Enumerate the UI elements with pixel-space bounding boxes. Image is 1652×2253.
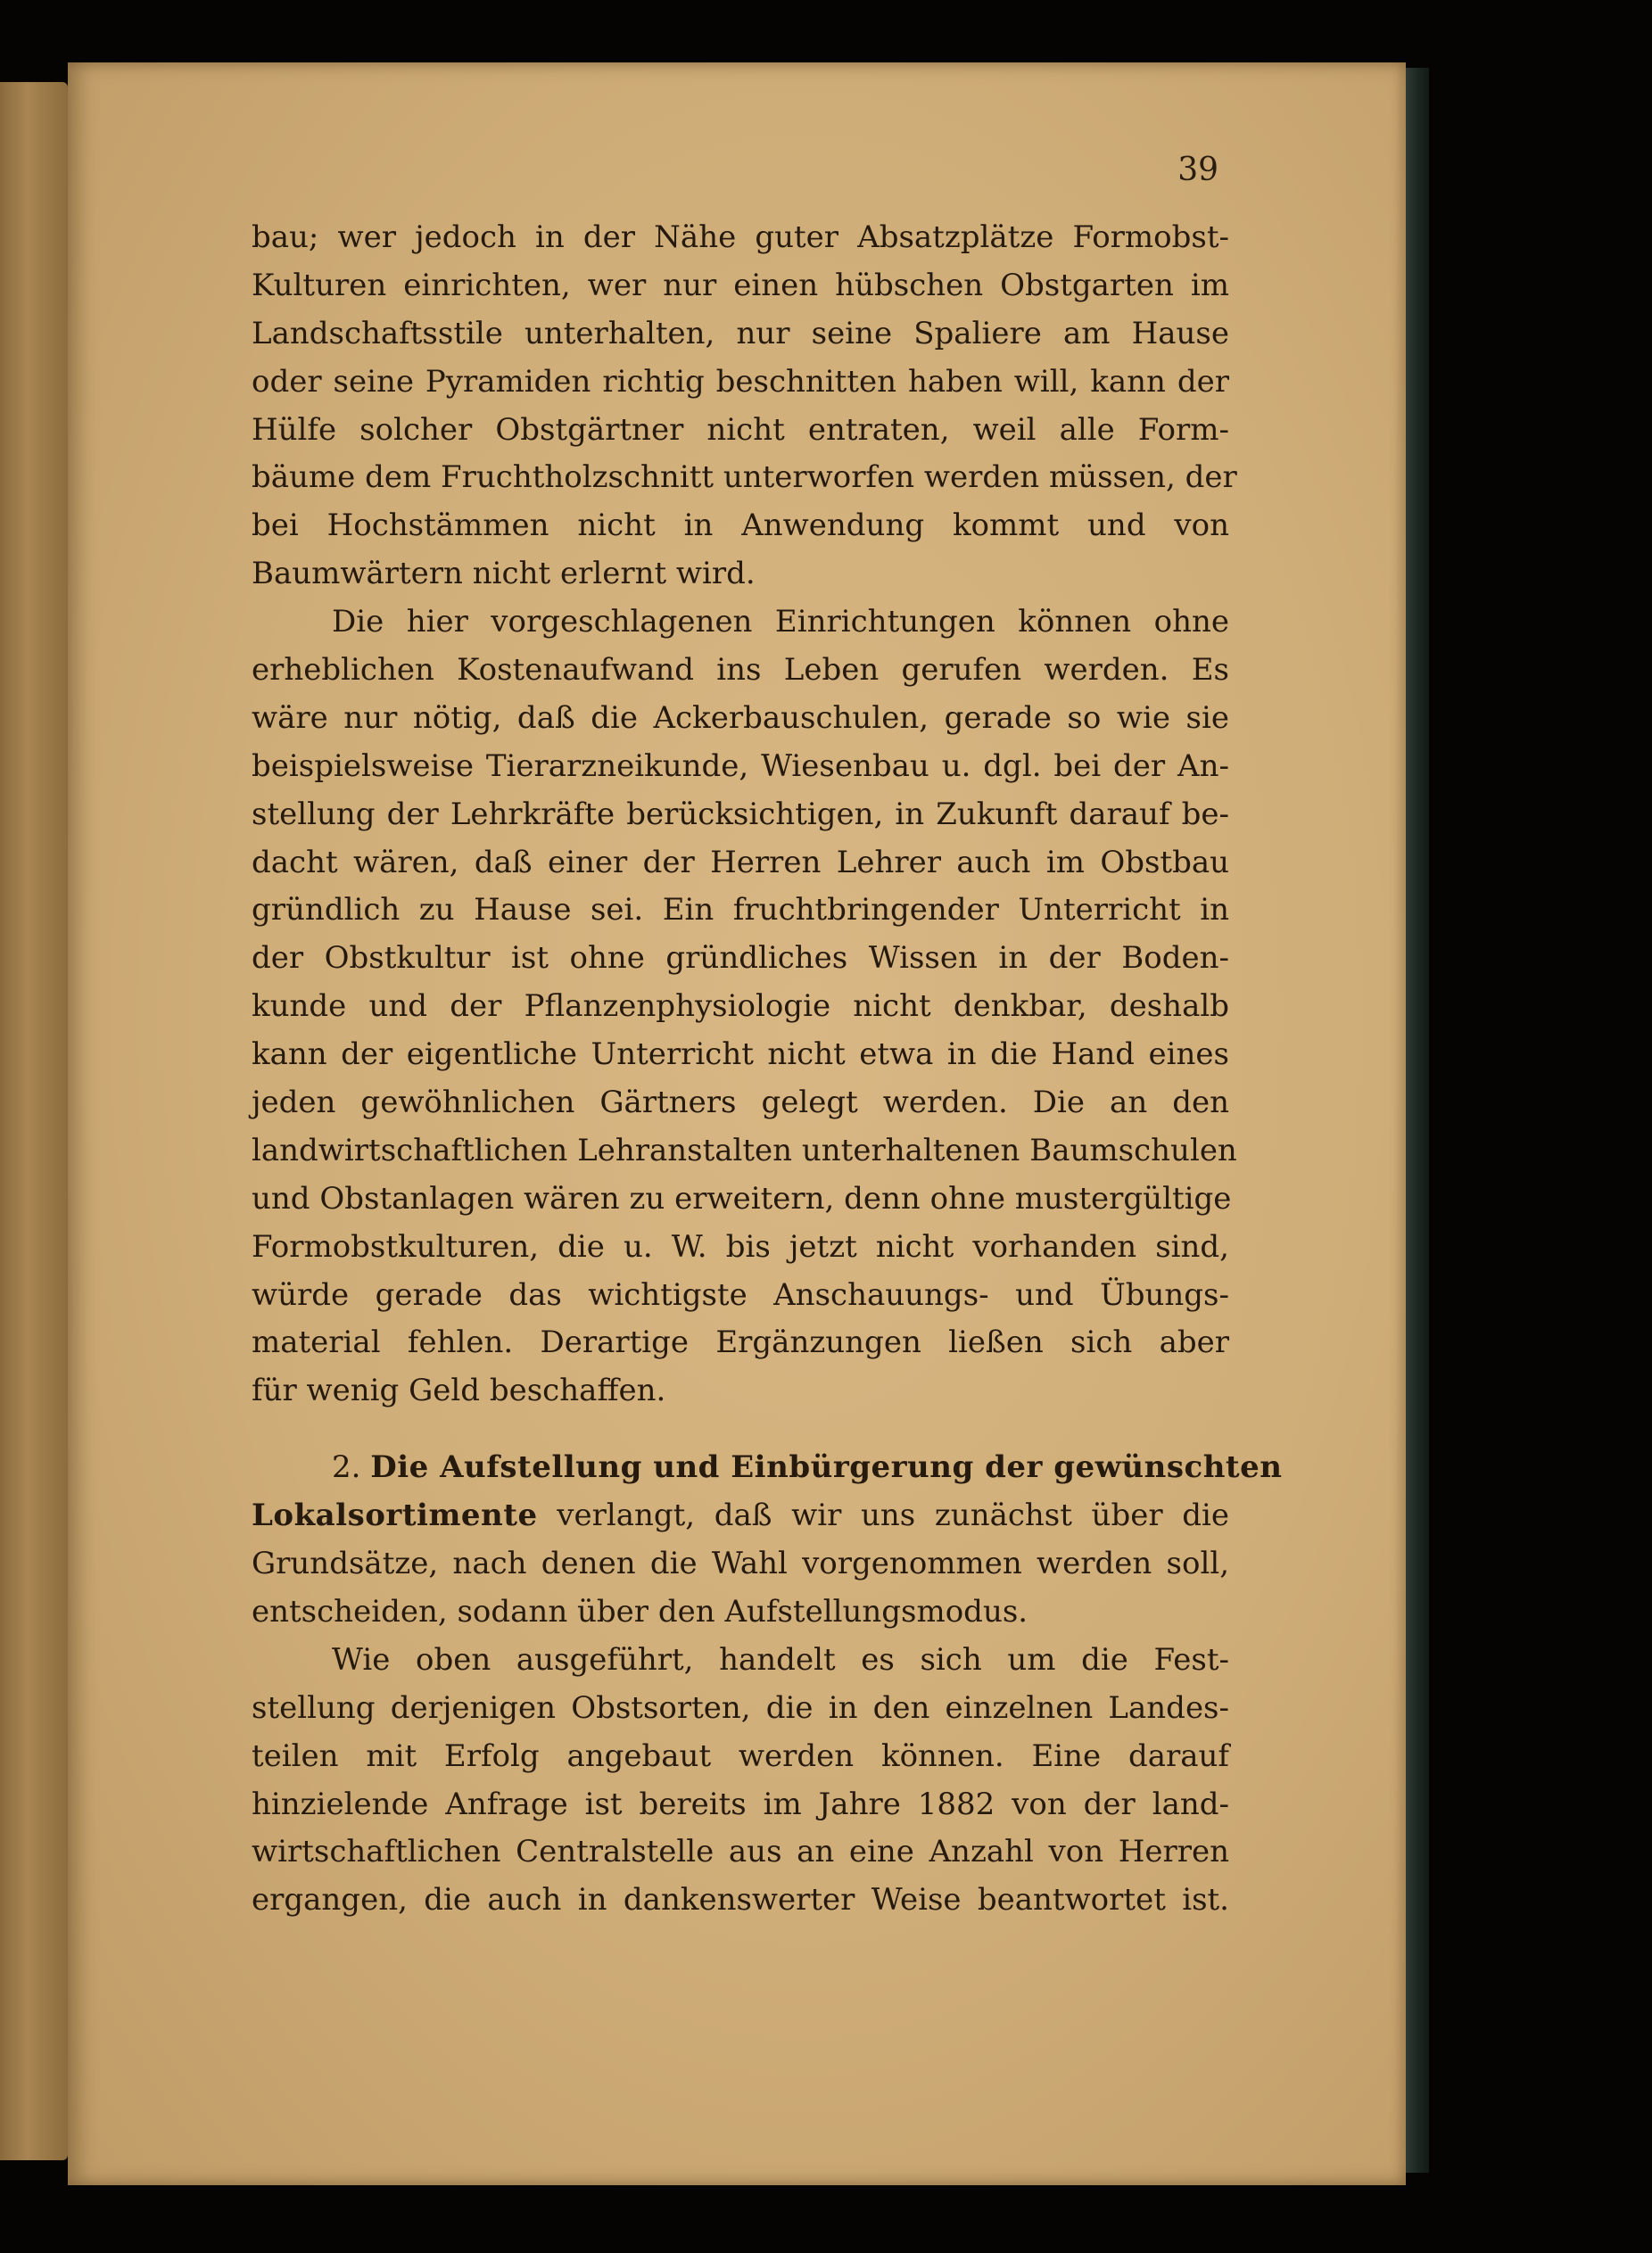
text-line: würde gerade das wichtigste Anschauungs- und Übungs- [252, 1276, 1229, 1313]
section-heading: Die Aufstellung und Einbürgerung der gewünschten [370, 1449, 1283, 1486]
text-line: bäume dem Fruchtholzschnitt unterworfen werden müssen, der [252, 459, 1237, 496]
text-line [252, 1492, 1229, 1540]
text-line: gründlich zu Hause sei. Ein fruchtbringender Unterricht in [252, 892, 1229, 928]
text-line: erheblichen Kostenaufwand ins Leben gerufen werden. Es [252, 652, 1229, 689]
text-line: oder seine Pyramiden richtig beschnitten haben will, kann der [252, 363, 1229, 400]
text-line: wäre nur nötig, daß die Ackerbauschulen, gerade so wie sie [252, 699, 1229, 736]
text-line: landwirtschaftlichen Lehranstalten unterhaltenen Baumschulen [252, 1132, 1237, 1168]
section-heading-line [252, 1444, 1283, 1492]
text-line: Baumwärtern nicht erlernt wird. [252, 556, 756, 592]
text-line: hinzielende Anfrage ist bereits im Jahre 1882 von der land- [252, 1786, 1229, 1822]
text-line: bau; wer jedoch in der Nähe guter Absatzplätze Formobst- [252, 219, 1229, 255]
text-line: material fehlen. Derartige Ergänzungen ließen sich aber [252, 1325, 1229, 1361]
text-line: jeden gewöhnlichen Gärtners gelegt werden. Die an den [252, 1085, 1229, 1121]
text-line: und Obstanlagen wären zu erweitern, denn ohne mustergültige [252, 1180, 1232, 1217]
text-line: Die hier vorgeschlagenen Einrichtungen können ohne [332, 604, 1229, 640]
text-line: teilen mit Erfolg angebaut werden können. Eine darauf [252, 1737, 1229, 1774]
section-number: 2. [332, 1449, 361, 1486]
text-line: Wie oben ausgeführt, handelt es sich um die Fest- [332, 1641, 1229, 1678]
text-line: beispielsweise Tierarzneikunde, Wiesenbau u. dgl. bei der An- [252, 747, 1229, 784]
text-line: Landschaftsstile unterhalten, nur seine Spaliere am Hause [252, 315, 1229, 351]
text-line: kunde und der Pflanzenphysiologie nicht denkbar, deshalb [252, 988, 1229, 1025]
text-line: Hülfe solcher Obstgärtner nicht entraten, weil alle Form- [252, 411, 1229, 448]
book-cover-edge [1406, 68, 1429, 2173]
text-line: Formobstkulturen, die u. W. bis jetzt nicht vorhanden sind, [252, 1228, 1229, 1265]
text-line: für wenig Geld beschaffen. [252, 1373, 666, 1409]
text-line: ergangen, die auch in dankenswerter Weise beantwortet ist. [252, 1882, 1229, 1919]
text-line-rest: verlangt, daß wir uns zunächst über die [557, 1498, 1229, 1534]
text-line: wirtschaftlichen Centralstelle aus an eine Anzahl von Herren [252, 1834, 1229, 1870]
section-gap [252, 1415, 1229, 1444]
facing-page-edge [0, 82, 68, 2160]
page-text [252, 214, 1283, 1925]
text-line: Kulturen einrichten, wer nur einen hübschen Obstgarten im [252, 267, 1229, 303]
text-line: Grundsätze, nach denen die Wahl vorgenommen werden soll, [252, 1546, 1229, 1582]
text-line: stellung der Lehrkräfte berücksichtigen, in Zukunft darauf be- [252, 796, 1229, 832]
text-line: kann der eigentliche Unterricht nicht etwa in die Hand eines [252, 1036, 1229, 1073]
text-line: der Obstkultur ist ohne gründliches Wissen in der Boden- [252, 940, 1229, 977]
section-heading-continued: Lokalsortimente [252, 1498, 538, 1534]
text-line: stellung derjenigen Obstsorten, die in den einzelnen Landes- [252, 1689, 1229, 1726]
text-line: entscheiden, sodann über den Aufstellungsmodus. [252, 1593, 1028, 1630]
text-line: dacht wären, daß einer der Herren Lehrer auch im Obstbau [252, 844, 1229, 880]
page-number: 39 [1177, 152, 1218, 188]
text-line: bei Hochstämmen nicht in Anwendung kommt und von [252, 508, 1229, 544]
